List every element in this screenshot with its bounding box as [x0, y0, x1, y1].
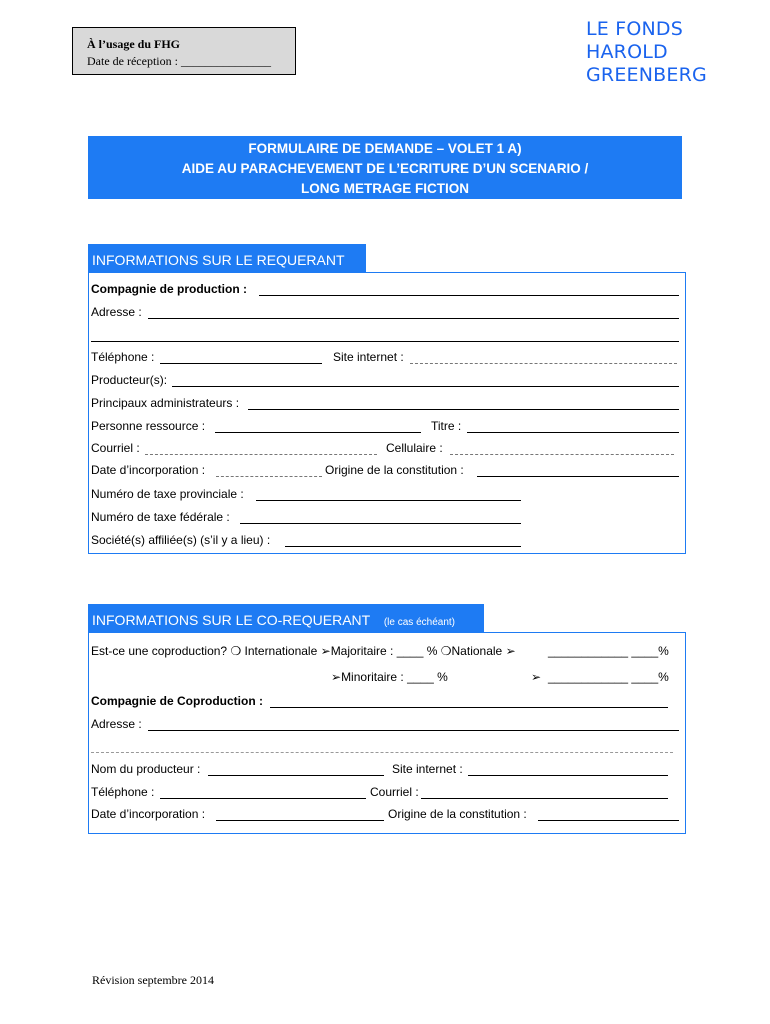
admins-field[interactable]	[248, 409, 679, 410]
majority-field[interactable]: Majoritaire : ____ %	[330, 644, 438, 658]
section-tab-corequerant	[88, 604, 484, 633]
label-national: Nationale	[451, 644, 503, 658]
minority-row	[331, 669, 448, 685]
logo-line-3: GREENBERG	[586, 64, 707, 86]
arrow-icon: ➢	[505, 644, 516, 658]
label-coprod-company: Compagnie de Coproduction :	[91, 694, 263, 708]
title-field[interactable]	[467, 432, 679, 433]
arrow-icon: ➢	[320, 644, 331, 658]
producer-name-field[interactable]	[208, 775, 384, 776]
label-prov-tax: Numéro de taxe provinciale :	[91, 487, 244, 501]
fhg-usage-title: À l’usage du FHG	[87, 37, 181, 51]
section-tab-requerant	[88, 244, 366, 273]
coprod-incorp-date-field[interactable]	[216, 820, 384, 821]
prov-tax-field[interactable]	[256, 500, 521, 501]
label-phone: Téléphone :	[91, 350, 155, 364]
origin-field[interactable]	[477, 476, 679, 477]
logo-line-1: LE FONDS	[586, 18, 684, 40]
label-coprod-email: Courriel :	[370, 785, 419, 799]
label-website: Site internet :	[333, 350, 404, 364]
radio-international-icon[interactable]: ❍	[230, 644, 242, 658]
label-contact: Personne ressource :	[91, 419, 206, 433]
label-producer-name: Nom du producteur :	[91, 762, 201, 776]
minority-field[interactable]: Minoritaire : ____ %	[341, 670, 448, 684]
form-title-banner	[88, 136, 682, 199]
affiliates-field[interactable]	[285, 546, 521, 547]
reception-date-field[interactable]: Date de réception : _______________	[87, 54, 271, 68]
label-coprod-origin: Origine de la constitution :	[388, 807, 527, 821]
label-origin: Origine de la constitution :	[325, 463, 464, 477]
coprod-origin-field[interactable]	[538, 820, 679, 821]
coprod-email-field[interactable]	[421, 798, 668, 799]
section-title-corequerant: INFORMATIONS SUR LE CO-REQUERANT	[92, 612, 370, 628]
label-address: Adresse :	[91, 305, 142, 319]
coprod-address-field-2[interactable]	[91, 752, 673, 753]
label-producers: Producteur(s):	[91, 373, 168, 387]
label-company: Compagnie de production :	[91, 282, 247, 296]
cell-field[interactable]	[450, 454, 674, 455]
fhg-logo	[586, 18, 707, 87]
label-incorp-date: Date d’incorporation :	[91, 463, 206, 477]
producers-field[interactable]	[172, 386, 679, 387]
coprod-website-field[interactable]	[468, 775, 668, 776]
address-field-2[interactable]	[91, 341, 679, 342]
contact-field[interactable]	[215, 432, 421, 433]
phone-field[interactable]	[160, 363, 322, 364]
section-title-requerant: INFORMATIONS SUR LE REQUERANT	[92, 252, 345, 268]
label-coprod-address: Adresse :	[91, 717, 142, 731]
form-title-line-3: LONG METRAGE FICTION	[301, 181, 469, 196]
section-panel-corequerant	[88, 632, 686, 834]
coprod-question-row	[91, 643, 516, 659]
radio-national-icon[interactable]: ❍	[440, 644, 452, 658]
coprod-address-field-1[interactable]	[148, 730, 679, 731]
label-coprod-phone: Téléphone :	[91, 785, 155, 799]
label-email: Courriel :	[91, 441, 140, 455]
arrow-icon: ➢	[531, 670, 542, 684]
section-note: (le cas échéant)	[383, 617, 455, 628]
national-pct-field-2[interactable]: ____________ ____%	[548, 670, 669, 684]
label-coprod-incorp-date: Date d’incorporation :	[91, 807, 206, 821]
incorp-date-field[interactable]	[216, 476, 322, 477]
label-fed-tax: Numéro de taxe fédérale :	[91, 510, 230, 524]
label-title: Titre :	[431, 419, 462, 433]
arrow-icon: ➢	[331, 670, 342, 684]
coprod-phone-field[interactable]	[160, 798, 366, 799]
label-coprod-website: Site internet :	[392, 762, 463, 776]
label-affiliates: Société(s) affiliée(s) (s’il y a lieu) :	[91, 533, 271, 547]
company-field[interactable]	[259, 295, 679, 296]
label-admins: Principaux administrateurs :	[91, 396, 240, 410]
fed-tax-field[interactable]	[240, 523, 521, 524]
label-international: Internationale	[244, 644, 318, 658]
revision-footer: Révision septembre 2014	[92, 973, 214, 987]
website-field[interactable]	[410, 363, 677, 364]
fhg-usage-box	[72, 27, 296, 75]
form-title-line-1: FORMULAIRE DE DEMANDE – VOLET 1 A)	[248, 141, 522, 156]
email-field[interactable]	[145, 454, 377, 455]
coprod-question: Est-ce une coproduction?	[91, 644, 228, 658]
form-title-line-2: AIDE AU PARACHEVEMENT DE L’ECRITURE D’UN SCENARIO /	[181, 161, 589, 176]
coprod-company-field[interactable]	[270, 707, 668, 708]
address-field-1[interactable]	[148, 318, 679, 319]
national-pct-field-1[interactable]: ____________ ____%	[548, 644, 669, 658]
logo-line-2: HAROLD	[586, 41, 668, 63]
label-cell: Cellulaire :	[386, 441, 443, 455]
